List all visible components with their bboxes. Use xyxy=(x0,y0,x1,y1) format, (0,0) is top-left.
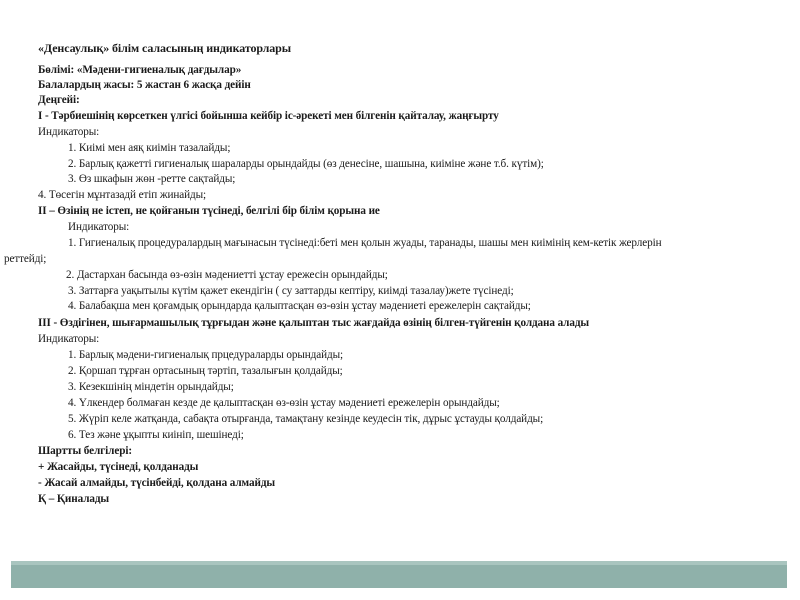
legend-item: - Жасай алмайды, түсінбейді, қолдана алмайды xyxy=(38,477,276,489)
list-item: 3. Заттарға уақытылы күтім қажет екендігін ( су заттарды кептіру, киімді тазалау)жете түсінеді; xyxy=(68,285,514,297)
legend-item: + Жасайды, түсінеді, қолданады xyxy=(38,461,199,473)
list-item: 2. Қоршап тұрған ортасының тәртіп, тазалығын қолдайды; xyxy=(68,365,343,377)
list-item: 1. Барлық мәдени-гигиеналық прцедураларды орындайды; xyxy=(68,349,344,361)
level1-heading: І - Тәрбиешінің көрсеткен үлгісі бойынша кейбір іс-әрекеті мен білгенін қайталау, жаңғырту xyxy=(38,110,499,122)
footer-bar xyxy=(11,561,787,588)
list-item: 2. Барлық қажетті гигиеналық шараларды орындайды (өз денесіне, шашына, киіміне және т.б. күтім); xyxy=(68,158,544,170)
level2-heading: ІІ – Өзінің не істеп, не қойғанын түсінеді, белгілі бір білім қорына ие xyxy=(38,205,380,217)
level-heading: Деңгейі: xyxy=(38,94,80,106)
list-item: 3. Кезекшінің міндетін орындайды; xyxy=(68,381,234,393)
list-item: 4. Үлкендер болмаған кезде де қалыптасқан өз-өзін ұстау мәдениеті ережелерін орындайды; xyxy=(68,397,500,409)
level1-indicators-label: Индикаторы: xyxy=(38,126,100,138)
list-item: 1. Киімі мен аяқ киімін тазалайды; xyxy=(68,142,231,154)
legend-heading: Шартты белгілері: xyxy=(38,445,132,457)
list-item-continuation: реттейді; xyxy=(4,253,47,265)
section-label: Бөлімі: «Мәдени-гигиеналық дағдылар» xyxy=(38,64,242,76)
list-item: 3. Өз шкафын жөн -ретте сақтайды; xyxy=(68,173,236,185)
list-item: 1. Гигиеналық процедуралардың мағынасын түсінеді:беті мен қолын жуады, таранады, шашы мен киімінің кем-кетік жерлерін xyxy=(68,237,662,249)
list-item: 2. Дастархан басында өз-өзін мәдениетті ұстау ережесін орындайды; xyxy=(66,269,388,281)
level3-heading: ІІІ - Өздігінен, шығармашылық тұрғыдан және қалыптан тыс жағдайда өзінің білген-түйгенін қолдана алады xyxy=(38,317,590,329)
document-title: «Денсаулық» білім саласының индикаторлары xyxy=(38,41,292,55)
level3-indicators-label: Индикаторы: xyxy=(38,333,100,345)
list-item: 4. Балабақша мен қоғамдық орындарда қалыптасқан өз-өзін ұстау мәдениеті ережелерін сақтайды; xyxy=(68,300,531,312)
list-item: 4. Төсегін мұнтазадй етіп жинайды; xyxy=(38,189,206,201)
list-item: 5. Жүріп келе жатқанда, сабақта отырғанда, тамақтану кезінде кеудесін тік, дұрыс ұстауды қолдайды; xyxy=(68,413,544,425)
level2-indicators-label: Индикаторы: xyxy=(68,221,130,233)
legend-item: Қ – Қиналады xyxy=(38,493,110,505)
list-item: 6. Тез және ұқыпты киініп, шешінеді; xyxy=(68,429,244,441)
age-label: Балалардың жасы: 5 жастан 6 жасқа дейін xyxy=(38,79,251,91)
